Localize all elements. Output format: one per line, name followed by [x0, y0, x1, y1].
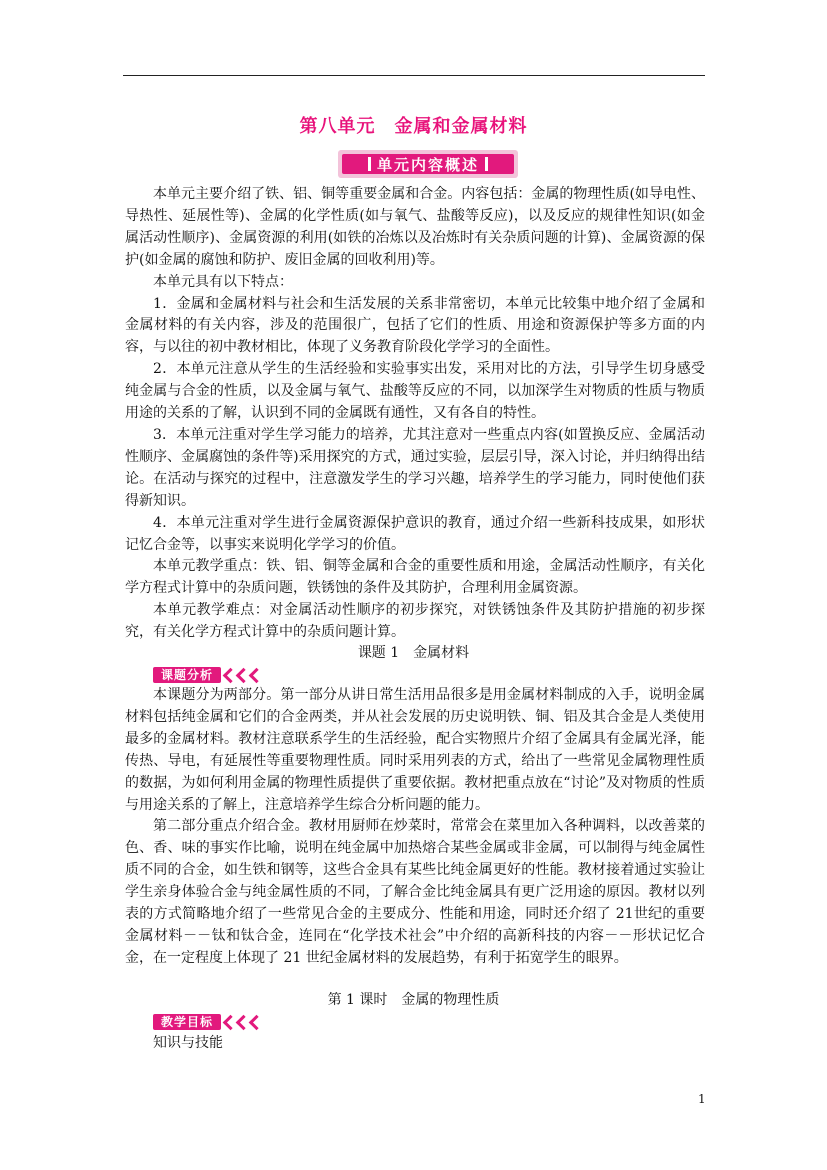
header-rule [123, 75, 705, 76]
chevrons-left-icon [225, 670, 264, 681]
lesson-title: 课题 1 金属材料 [357, 645, 470, 661]
banner-bar-right [485, 157, 488, 171]
analysis-tag [153, 667, 264, 683]
goals-tag-label: 教学目标 [153, 1014, 221, 1030]
overview-block [125, 184, 705, 644]
analysis-tag-label: 课题分析 [153, 667, 221, 683]
chevrons-left-icon [225, 1017, 264, 1028]
analysis-block [125, 685, 705, 970]
overview-paragraph: 3．本单元注重对学生学习能力的培养，尤其注意对一些重点内容(如置换反应、金属活动性顺序、金属腐蚀的条件等)采用探究的方式，通过实验，层层引导，深入讨论，并归纳得出结论。在活动与探究的过程中，注意激发学生的学习兴趣，培养学生的学习能力，同时使他们获得新知识。 [125, 426, 705, 509]
overview-paragraph: 本单元主要介绍了铁、铝、铜等重要金属和合金。内容包括：金属的物理性质(如导电性、导热性、延展性等)、金属的化学性质(如与氧气、盐酸等反应)，以及反应的规律性知识(如金属活动性顺序)、金属资源的利用(如铁的冶炼以及冶炼时有关杂质问题的计算)、金属资源的保护(如金属的腐蚀和防护、废旧金属的回收利用)等。 [125, 186, 705, 268]
analysis-paragraph: 本课题分为两部分。第一部分从讲日常生活用品很多是用金属材料制成的入手，说明金属材料包括纯金属和它们的合金两类，并从社会发展的历史说明铁、铜、铝及其合金是人类使用最多的金属材料。教材注意联系学生的生活经验，配合实物照片介绍了金属具有金属光泽，能传热、导电，有延展性等重要物理性质。同时采用列表的方式，给出了一些常见金属物理性质的数据，为如何利用金属的物理性质提供了重要依据。教材把重点放在“讨论”及对物质的性质与用途关系的了解上，注意培养学生综合分析问题的能力。 [125, 687, 705, 813]
overview-paragraph: 2．本单元注意从学生的生活经验和实验事实出发，采用对比的方法，引导学生切身感受纯金属与合金的性质，以及金属与氧气、盐酸等反应的不同，以加深学生对物质的性质与物质用途的关系的了解，认识到不同的金属既有通性，又有各自的特性。 [125, 361, 705, 422]
overview-paragraph: 本单元教学重点：铁、铝、铜等金属和合金的重要性质和用途，金属活动性顺序，有关化学方程式计算中的杂质问题，铁锈蚀的条件及其防护，合理利用金属资源。 [125, 558, 705, 597]
banner-bar-left [368, 157, 371, 171]
knowledge-skills-heading: 知识与技能 [153, 1035, 223, 1051]
banner-label: 单元内容概述 [376, 155, 479, 174]
page-number: 1 [698, 1092, 706, 1106]
overview-paragraph: 4．本单元注重对学生进行金属资源保护意识的教育，通过介绍一些新科技成果，如形状记忆合金等，以事实来说明化学学习的价值。 [125, 514, 705, 553]
analysis-paragraph: 第二部分重点介绍合金。教材用厨师在炒菜时，常常会在菜里加入各种调料，以改善菜的色、香、味的事实作比喻，说明在纯金属中加热熔合某些金属或非金属，可以制得与纯金属性质不同的合金，如生铁和钢等，这些合金具有某些比纯金属更好的性能。教材接着通过实验让学生亲身体验合金与纯金属性质的不同，了解合金比纯金属具有更广泛用途的原因。教材以列表的方式简略地介绍了一些常见合金的主要成分、性能和用途，同时还介绍了 21世纪的重要金属材料－－钛和钛合金，连同在“化学技术社会”中介绍的高新科技的内容－－形状记忆合金，在一定程度上体现了 21 世纪金属材料的发展趋势，有利于拓宽学生的眼界。 [125, 818, 705, 966]
banner-inner [342, 154, 514, 174]
overview-paragraph: 本单元具有以下特点： [153, 273, 293, 290]
section-banner [338, 150, 518, 178]
period-title: 第 1 课时 金属的物理性质 [327, 992, 500, 1008]
overview-paragraph: 本单元教学难点：对金属活动性顺序的初步探究，对铁锈蚀条件及其防护措施的初步探究，有关化学方程式计算中的杂质问题计算。 [125, 602, 705, 641]
overview-paragraph: 1．金属和金属材料与社会和生活发展的关系非常密切，本单元比较集中地介绍了金属和金属材料的有关内容，涉及的范围很广，包括了它们的性质、用途和资源保护等多方面的内容，与以往的初中教材相比，体现了义务教育阶段化学学习的全面性。 [125, 295, 705, 356]
goals-tag [153, 1014, 264, 1030]
unit-title: 第八单元 金属和金属材料 [299, 116, 528, 137]
